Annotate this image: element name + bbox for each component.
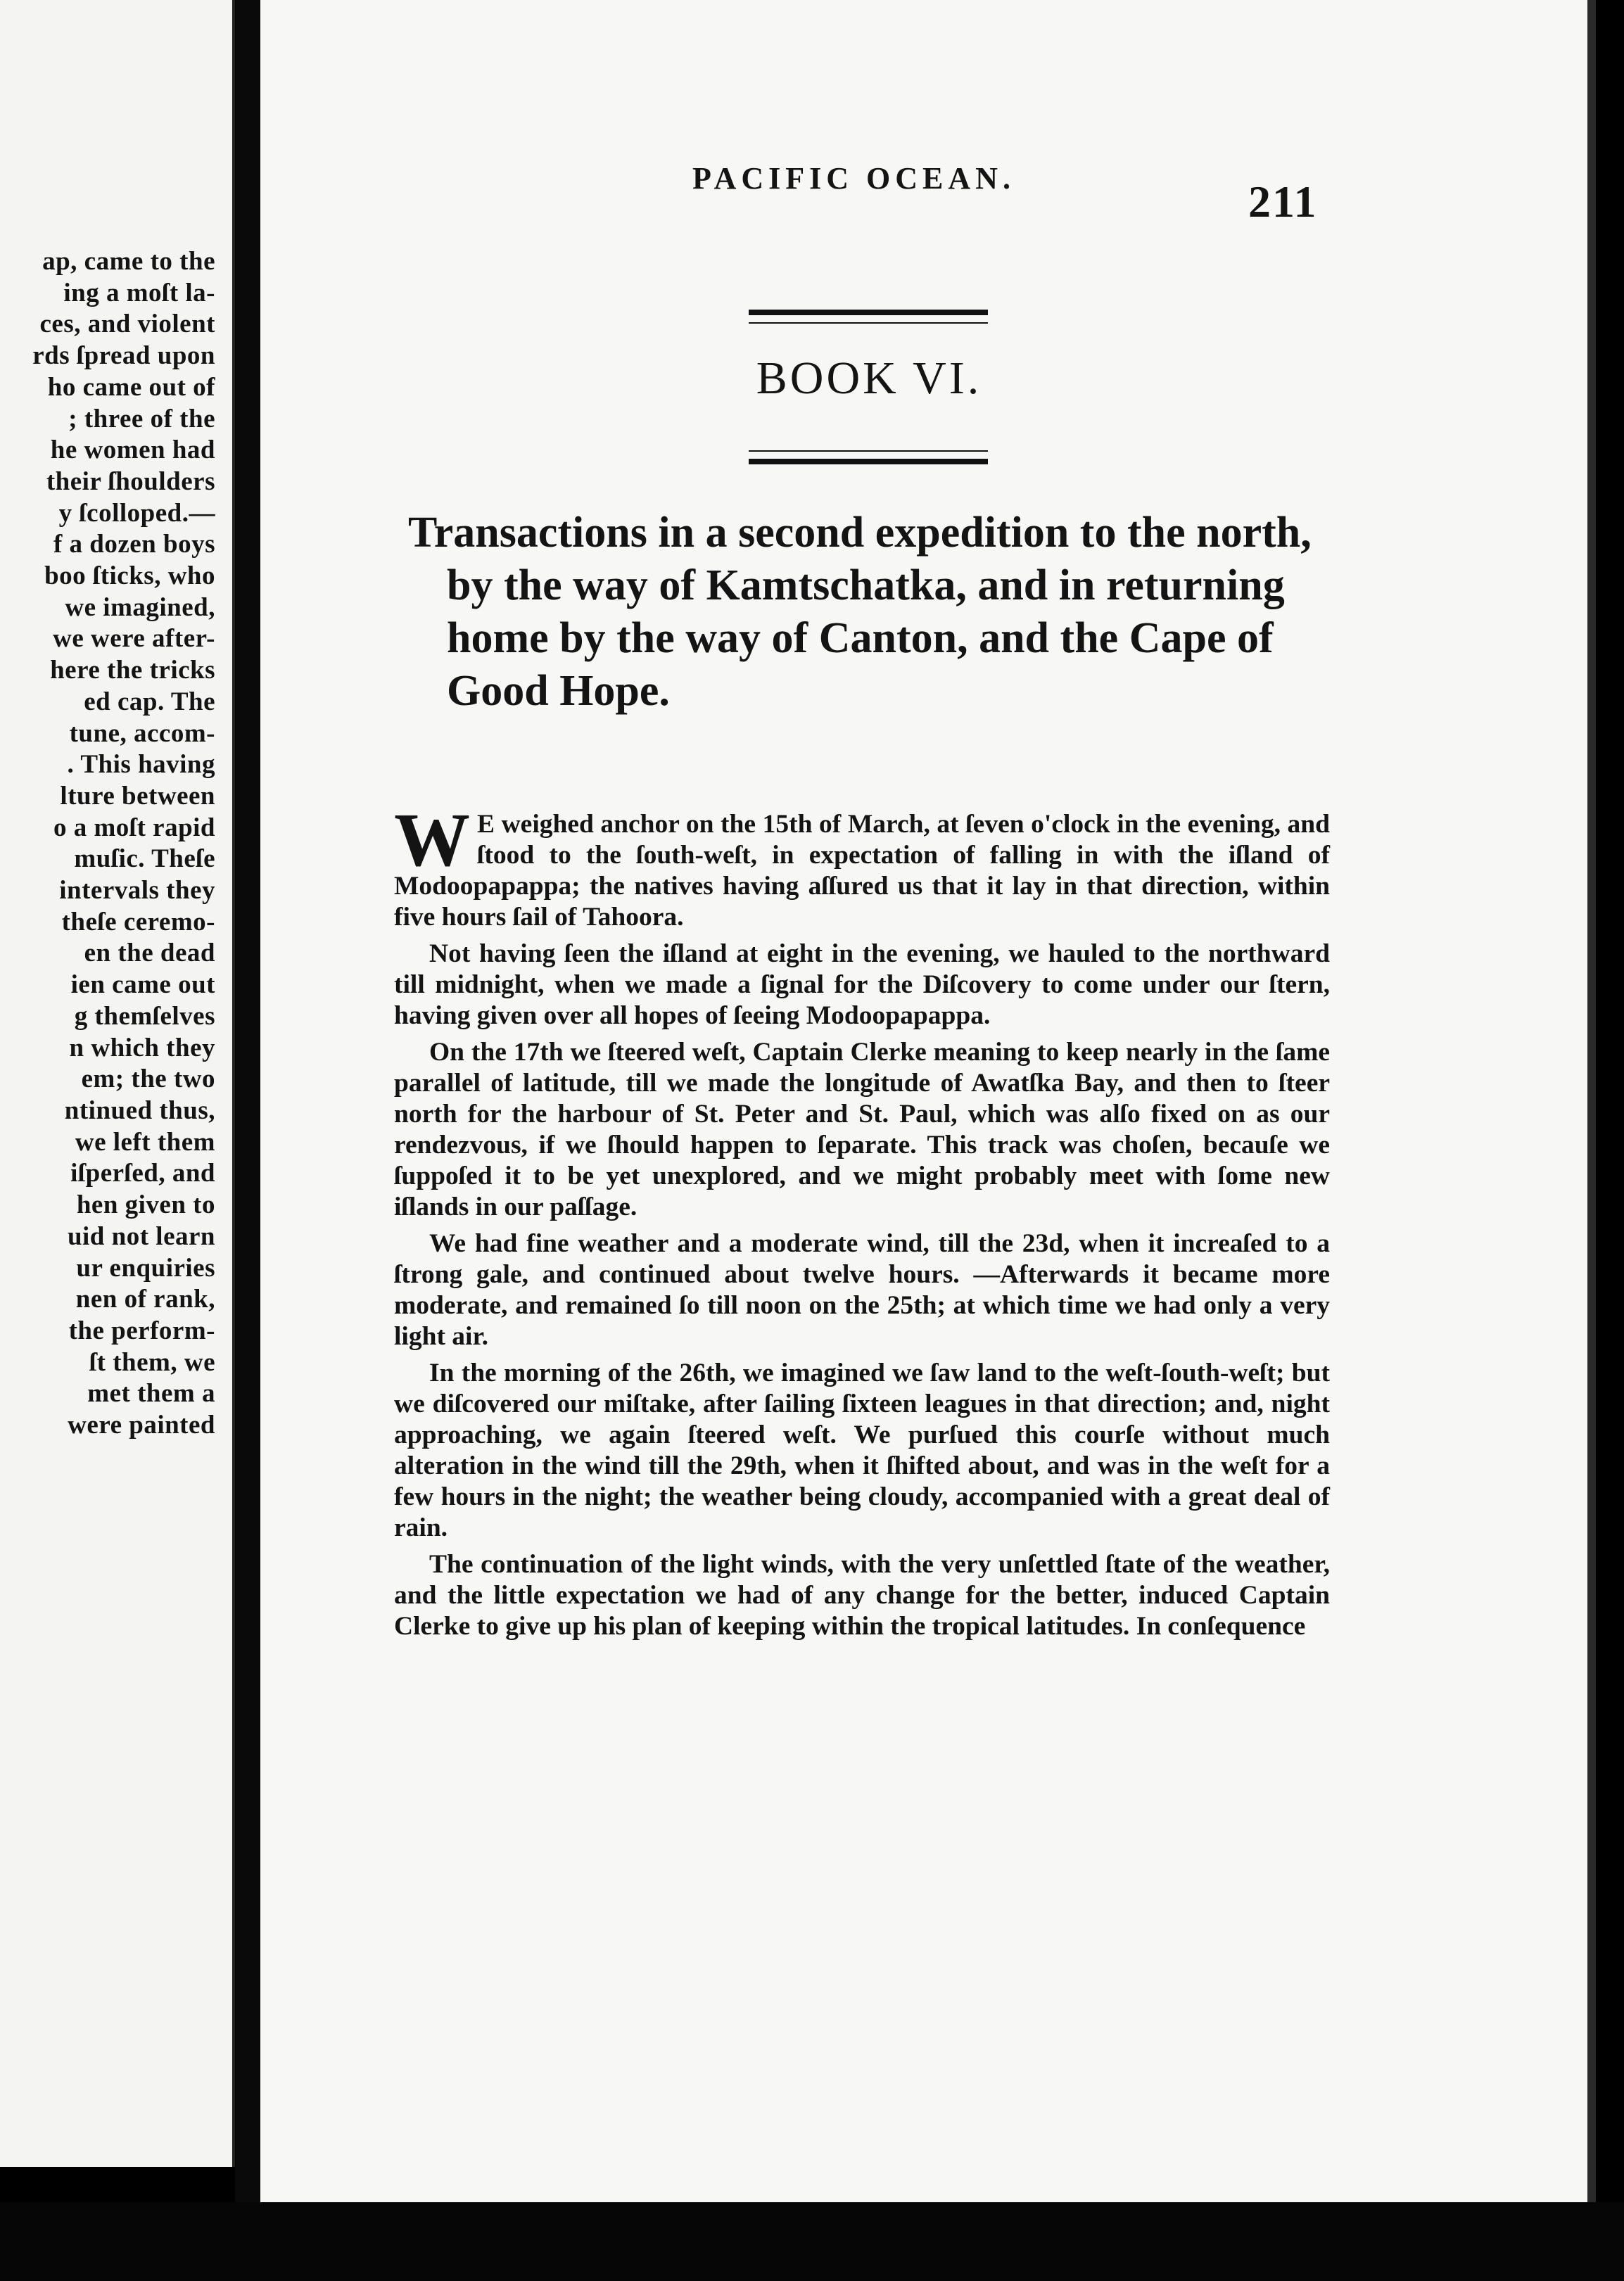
- text-line: ſt them, we: [89, 1347, 215, 1377]
- text-line: met them a: [87, 1379, 215, 1409]
- text-line: their ſhoulders: [46, 466, 215, 496]
- text-line: nen of rank,: [75, 1285, 215, 1314]
- text-line: g themſelves: [74, 1001, 215, 1031]
- text-line: uid not learn: [67, 1221, 215, 1251]
- text-line: o a moſt rapid: [53, 813, 215, 842]
- text-line: rds ſpread upon: [32, 341, 215, 371]
- text-line: y ſcolloped.—: [58, 498, 215, 528]
- page-number: 211: [1248, 177, 1318, 227]
- text-line: here the tricks: [50, 656, 215, 685]
- text-line: intervals they: [59, 876, 215, 906]
- top-rule-thick: [749, 310, 988, 315]
- text-line: hen given to: [76, 1190, 215, 1220]
- text-line: iſperſed, and: [70, 1159, 215, 1188]
- left-page: [0, 0, 235, 2167]
- text-line: boo ſticks, who: [44, 561, 215, 591]
- text-line: en the dead: [84, 939, 215, 968]
- text-line: we left them: [75, 1127, 215, 1157]
- text-line: were painted: [68, 1411, 215, 1440]
- text-line: theſe ceremo-: [61, 907, 215, 936]
- text-line: ntinued thus,: [64, 1095, 215, 1125]
- paragraph: We had fine weather and a moderate wind, till the 23d, when it increaſed to a ſtrong gale, and continued about twelve hours. —Afterwards it became more moderate, and remained ſo till noon on the 25th; at which time we had only a very light air.: [394, 1229, 1330, 1351]
- text-line: ing a moſt la-: [63, 278, 215, 307]
- text-line: ap, came to the: [42, 247, 215, 276]
- book-gutter: [235, 0, 260, 2281]
- book-title: BOOK VI.: [756, 352, 982, 404]
- text-line: em; the two: [81, 1065, 215, 1094]
- body-text: [394, 799, 1330, 1648]
- text-line: we were after-: [53, 624, 215, 654]
- bottom-rule-thin: [749, 450, 988, 452]
- bottom-rule-thick: [749, 459, 988, 464]
- text-line: ces, and violent: [39, 310, 215, 339]
- text-line: ed cap. The: [84, 687, 215, 716]
- top-rule-thin: [749, 322, 988, 324]
- paragraph-text: E weighed anchor on the 15th of March, at ſeven o'clock in the evening, and ſtood to the ſouth-weſt, in expectation of falling in with the iſland of Modoopapappa; the natives having aſſured us that it lay in that direction, within five hours ſail of Tahoora.: [394, 810, 1330, 932]
- running-head: PACIFIC OCEAN.: [692, 161, 1015, 196]
- paragraph: On the 17th we ſteered weſt, Captain Clerke meaning to keep nearly in the ſame parallel of latitude, till we made the longitude of Awatſka Bay, and then to ſteer north for the harbour of St. Peter and St. Paul, which was alſo fixed on as our rendezvous, if we ſhould happen to ſeparate. This track was choſen, becauſe we ſuppoſed it to be yet unexplored, and we might probably meet with ſome new iſlands in our paſſage.: [394, 1038, 1330, 1221]
- text-line: n which they: [69, 1033, 215, 1062]
- text-line: lture between: [60, 781, 215, 811]
- drop-cap: W: [394, 799, 470, 882]
- chapter-summary: Transactions in a second expedition to the north, by the way of Kamtschatka, and in returning home by the way of Canton, and the Cape of Good Hope.: [408, 509, 1312, 715]
- text-line: tune, accom-: [69, 718, 215, 748]
- text-line: we imagined,: [65, 592, 215, 622]
- text-line: ur enquiries: [76, 1253, 215, 1283]
- text-line: ien came out: [70, 970, 215, 1000]
- text-line: ; three of the: [68, 404, 215, 433]
- text-line: muſic. Theſe: [74, 844, 215, 874]
- left-page-text: [0, 246, 215, 1442]
- text-line: . This having: [67, 750, 215, 780]
- paragraph: In the morning of the 26th, we imagined we ſaw land to the weſt-ſouth-weſt; but we diſcovered our miſtake, after ſailing ſixteen leagues in that direction; and, night approaching, we again ſteered weſt. We purſued this courſe without much alteration in the wind till the 29th, when it ſhifted about, and was in the weſt for a few hours in the night; the weather being cloudy, accompanied with a great deal of rain.: [394, 1359, 1330, 1542]
- right-page: [260, 0, 1596, 2202]
- paragraph: [394, 799, 1330, 933]
- text-line: ho came out of: [47, 372, 215, 402]
- paragraph: Not having ſeen the iſland at eight in the evening, we hauled to the northward till midnight, when we made a ſignal for the Diſcovery to come under our ſtern, having given over all hopes of ſeeing Modoopapappa.: [394, 939, 1330, 1030]
- text-line: the perform-: [68, 1316, 215, 1345]
- text-line: f a dozen boys: [53, 530, 215, 559]
- text-line: he women had: [50, 436, 215, 465]
- paragraph: The continuation of the light winds, with the very unſettled ſtate of the weather, and the little expectation we had of any change for the better, induced Captain Clerke to give up his plan of keeping within the tropical latitudes. In conſequence: [394, 1550, 1330, 1641]
- scan-bottom-edge: [0, 2202, 1624, 2281]
